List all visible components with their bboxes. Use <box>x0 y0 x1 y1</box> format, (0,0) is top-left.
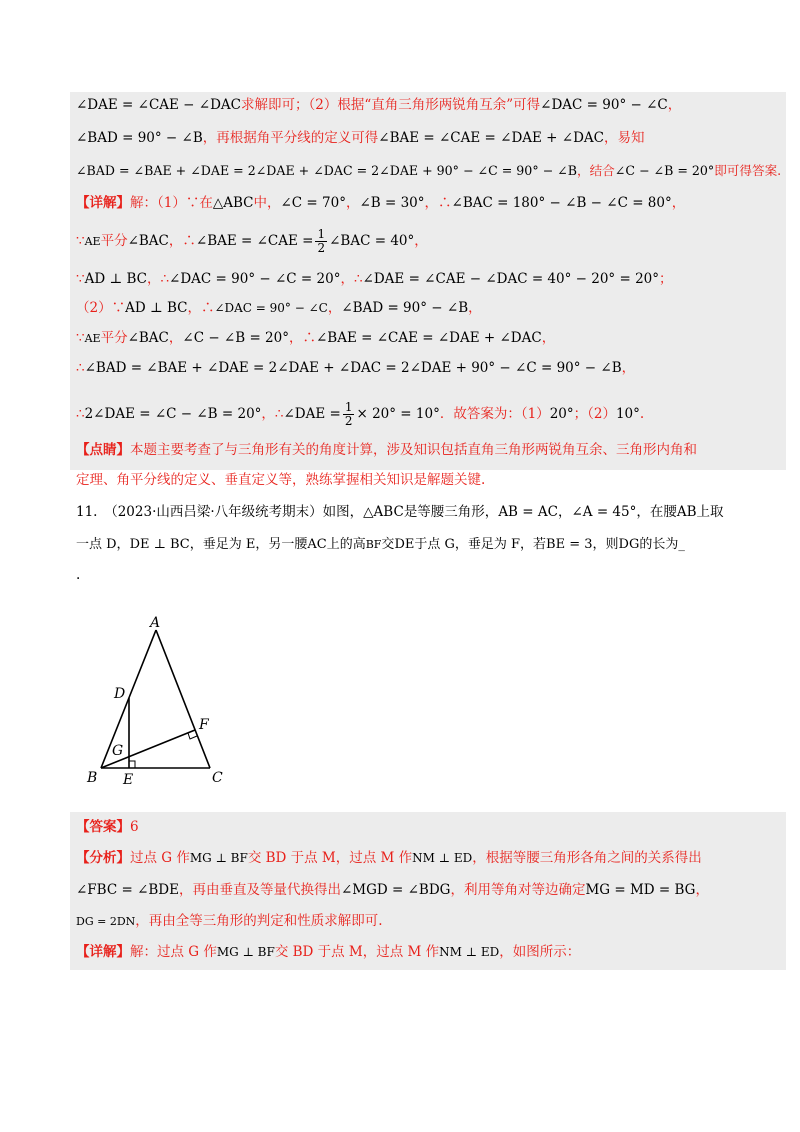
vertex-label-f: F <box>199 717 209 733</box>
fraction-one-half: $\frac{1}{2}$ <box>344 400 353 428</box>
vertex-label-c: C <box>212 770 223 786</box>
block1-line4: 【详解】解：（1）∵在△ABC中，∠C = 70°，∠B = 30°，∴∠BAC = 180° − ∠B − ∠C = 80°， <box>76 195 686 211</box>
block1-line10: ∴2∠DAE = ∠C − ∠B = 20°，∴∠DAE = $\frac{1}{2}$ × 20° = 10°．故答案为：（1）20°；（2）10°. <box>76 400 645 428</box>
question-line1: 11. （2023·山西吕梁·八年级统考期末）如图，△ABC是等腰三角形，AB = AC，∠A = 45°，在腰AB上取 <box>76 504 724 520</box>
right-angle-mark-f <box>188 733 197 739</box>
block2-line1: 【答案】6 <box>76 819 139 835</box>
block1-line3: ∠BAD = ∠BAE + ∠DAE = 2∠DAE + ∠DAC = 2∠DAE + 90° − ∠C = 90° − ∠B，结合∠C − ∠B = 20°即可得答案. <box>76 163 782 178</box>
block2-line2: 【分析】过点 G 作MG ⊥ BF交 BD 于点 M，过点 M 作NM ⊥ ED，根据等腰三角形各角之间的关系得出 <box>76 850 702 866</box>
block1-line8: ∵AE平分∠BAC，∠C − ∠B = 20°，∴∠BAE = ∠CAE = ∠DAE + ∠DAC， <box>76 330 556 346</box>
side-ac <box>156 630 210 768</box>
block2-line5: 【详解】解：过点 G 作MG ⊥ BF交 BD 于点 M，过点 M 作NM ⊥ ED，如图所示： <box>76 944 581 960</box>
block1-line2: ∠BAD = 90° − ∠B，再根据角平分线的定义可得∠BAE = ∠CAE = ∠DAE + ∠DAC，易知 <box>76 130 645 146</box>
block1-line6: ∵AD ⊥ BC，∴∠DAC = 90° − ∠C = 20°，∴∠DAE = ∠CAE − ∠DAC = 40° − 20° = 20°； <box>76 271 673 287</box>
block2-line4: DG = 2DN，再由全等三角形的判定和性质求解即可. <box>76 913 383 929</box>
right-angle-mark-e <box>129 761 135 768</box>
block2-line3: ∠FBC = ∠BDE，再由垂直及等量代换得出∠MGD = ∠BDG，利用等角对等边确定MG = MD = BG， <box>76 882 709 898</box>
block1-line5: ∵AE平分∠BAC，∴∠BAE = ∠CAE = $\frac{1}{2}$ ∠BAC = 40°， <box>76 227 428 255</box>
block1-line12: 定理、角平分线的定义、垂直定义等，熟练掌握相关知识是解题关键. <box>76 472 486 488</box>
vertex-label-d: D <box>114 686 126 702</box>
question-line3: . <box>76 567 81 583</box>
vertex-label-e: E <box>123 772 134 788</box>
vertex-label-b: B <box>87 770 98 786</box>
block1-line11: 【点睛】本题主要考查了与三角形有关的角度计算，涉及知识包括直角三角形两锐角互余、三角形内角和 <box>76 442 697 458</box>
block1-line1: ∠DAE = ∠CAE − ∠DAC求解即可；（2）根据“直角三角形两锐角互余”可得∠DAC = 90° − ∠C， <box>76 97 682 113</box>
vertex-label-a: A <box>150 615 161 631</box>
fraction-one-half: $\frac{1}{2}$ <box>317 227 326 255</box>
block1-line7: （2）∵AD ⊥ BC，∴∠DAC = 90° − ∠C，∠BAD = 90° − ∠B， <box>76 300 482 316</box>
vertex-label-g: G <box>112 743 124 759</box>
question-line2: 一点 D，DE ⊥ BC，垂足为 E，另一腰AC上的高BF交DE于点 G，垂足为 F，若BE = 3，则DG的长为_ <box>76 537 685 552</box>
block1-line9: ∴∠BAD = ∠BAE + ∠DAE = 2∠DAE + ∠DAC = 2∠DAE + 90° − ∠C = 90° − ∠B， <box>76 360 636 376</box>
